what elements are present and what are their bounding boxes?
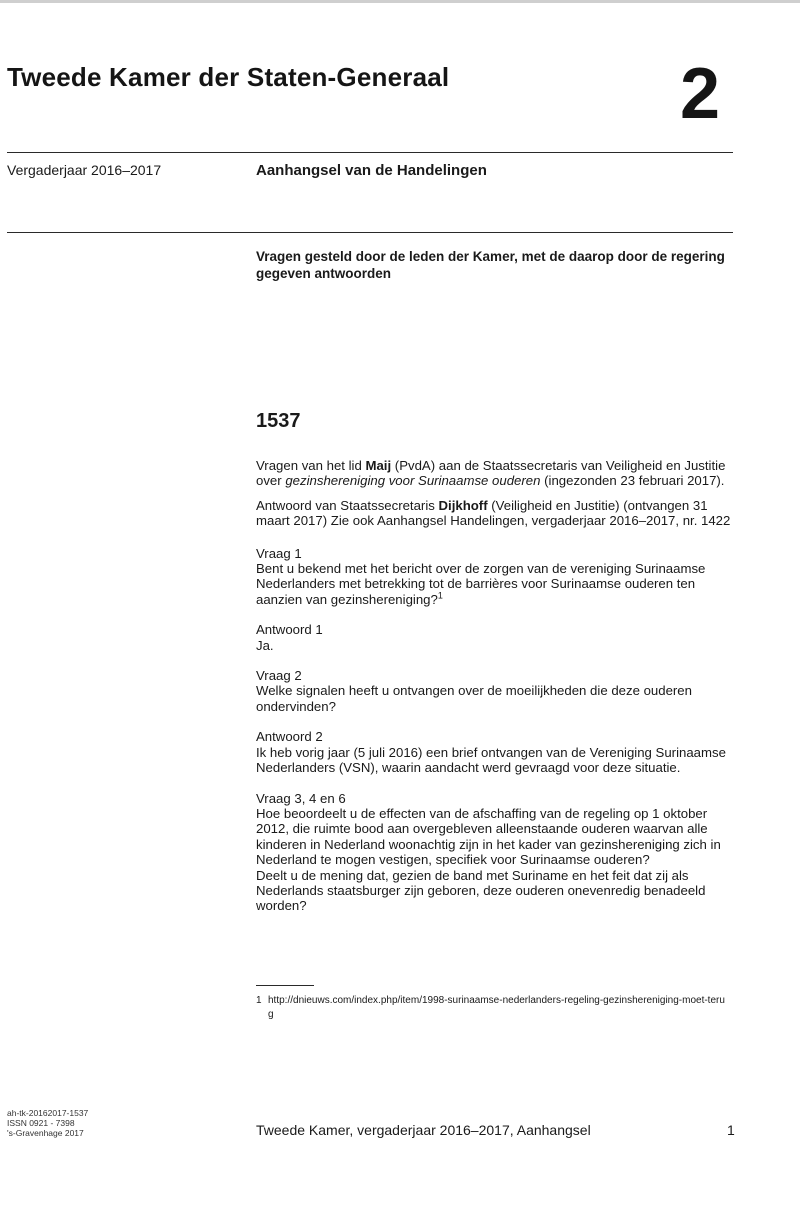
header-divider bbox=[7, 152, 733, 153]
document-body bbox=[256, 458, 734, 929]
answer-text: Ja. bbox=[256, 637, 274, 653]
footnote-divider bbox=[256, 985, 314, 986]
chamber-title: Tweede Kamer der Staten-Generaal bbox=[7, 62, 450, 92]
question-label: Vraag 2 bbox=[256, 668, 302, 684]
page-footer: Tweede Kamer, vergaderjaar 2016–2017, Aanhangsel bbox=[256, 1122, 591, 1138]
question-text: Bent u bekend met het bericht over de zorgen van de vereniging Surinaamse Nederlanders met betrekking tot de barrières voor Surinaamse ouderen ten aanzien van gezinshereniging?$^1$ bbox=[256, 561, 706, 607]
document-subtitle: Vragen gesteld door de leden der Kamer, met de daarop door de regering gegeven antwoorden bbox=[256, 249, 725, 281]
question-intro: Vragen van het lid Maij (PvdA) aan de Staatssecretaris van Veiligheid en Justitie over gezinshereniging voor Surinaamse ouderen (ingezonden 23 februari 2017). bbox=[256, 458, 726, 489]
answer-block bbox=[256, 622, 734, 653]
answer-block bbox=[256, 729, 734, 775]
footnote-link[interactable]: http://dnieuws.com/index.php/item/1998-surinaamse-nederlanders-regeling-gezinshereniging-moet-terug bbox=[268, 995, 725, 1020]
question-block bbox=[256, 546, 734, 608]
question-text: Welke signalen heeft u ontvangen over de moeilijkheden die deze ouderen ondervinden? bbox=[256, 683, 692, 714]
footnote-mark: 1 bbox=[256, 995, 262, 1006]
page-number: 1 bbox=[727, 1122, 735, 1138]
document-reference: ah-tk-20162017-1537 bbox=[7, 1108, 89, 1118]
question-block bbox=[256, 668, 734, 714]
secretary-name: Dijkhoff bbox=[438, 497, 488, 513]
footnote-reference[interactable]: 1 bbox=[437, 590, 443, 601]
document-number: 2 bbox=[680, 54, 721, 134]
answer-text: Ik heb vorig jaar (5 juli 2016) een brief ontvangen van de Vereniging Surinaamse Nederlanders (VSN), waarin aandacht werd gevraagd voor deze situatie. bbox=[256, 744, 726, 776]
question-topic: gezinshereniging voor Surinaamse ouderen bbox=[285, 473, 541, 489]
session-year: Vergaderjaar 2016–2017 bbox=[7, 162, 162, 178]
question-label: Vraag 1 bbox=[256, 545, 302, 561]
item-number: 1537 bbox=[256, 410, 301, 432]
question-block bbox=[256, 791, 734, 914]
answer-intro: Antwoord van Staatssecretaris Dijkhoff (Veiligheid en Justitie) (ontvangen 31 maart 2017) Zie ook Aanhangsel Handelingen, vergaderjaar 2016–2017, nr. 1422 bbox=[256, 497, 731, 529]
answer-label: Antwoord 2 bbox=[256, 729, 323, 745]
question-label: Vraag 3, 4 en 6 bbox=[256, 790, 346, 806]
publication-metadata bbox=[7, 1108, 88, 1138]
publication-place: 's-Gravenhage 2017 bbox=[7, 1128, 84, 1138]
question-text: Hoe beoordeelt u de effecten van de afschaffing van de regeling op 1 oktober 2012, die ruimte bood aan overgebleven alleenstaande ouderen waarvan alle kinderen in Nederland woonachtig zijn in het kader van gezinshereniging zich in Nederland te mogen vestigen, specifiek voor Surinaamse ouderen? bbox=[256, 805, 721, 868]
top-edge-rule bbox=[0, 0, 800, 3]
appendix-title: Aanhangsel van de Handelingen bbox=[256, 162, 487, 179]
issn: ISSN 0921 - 7398 bbox=[7, 1118, 75, 1128]
question-text-continued: Deelt u de mening dat, gezien de band met Suriname en het feit dat zij als Nederlands staatsburger zijn geboren, deze ouderen onevenredig benadeeld worden? bbox=[256, 867, 706, 914]
section-divider bbox=[7, 232, 733, 233]
answer-label: Antwoord 1 bbox=[256, 622, 323, 638]
footnote bbox=[256, 994, 734, 1022]
member-name: Maij bbox=[365, 458, 392, 473]
